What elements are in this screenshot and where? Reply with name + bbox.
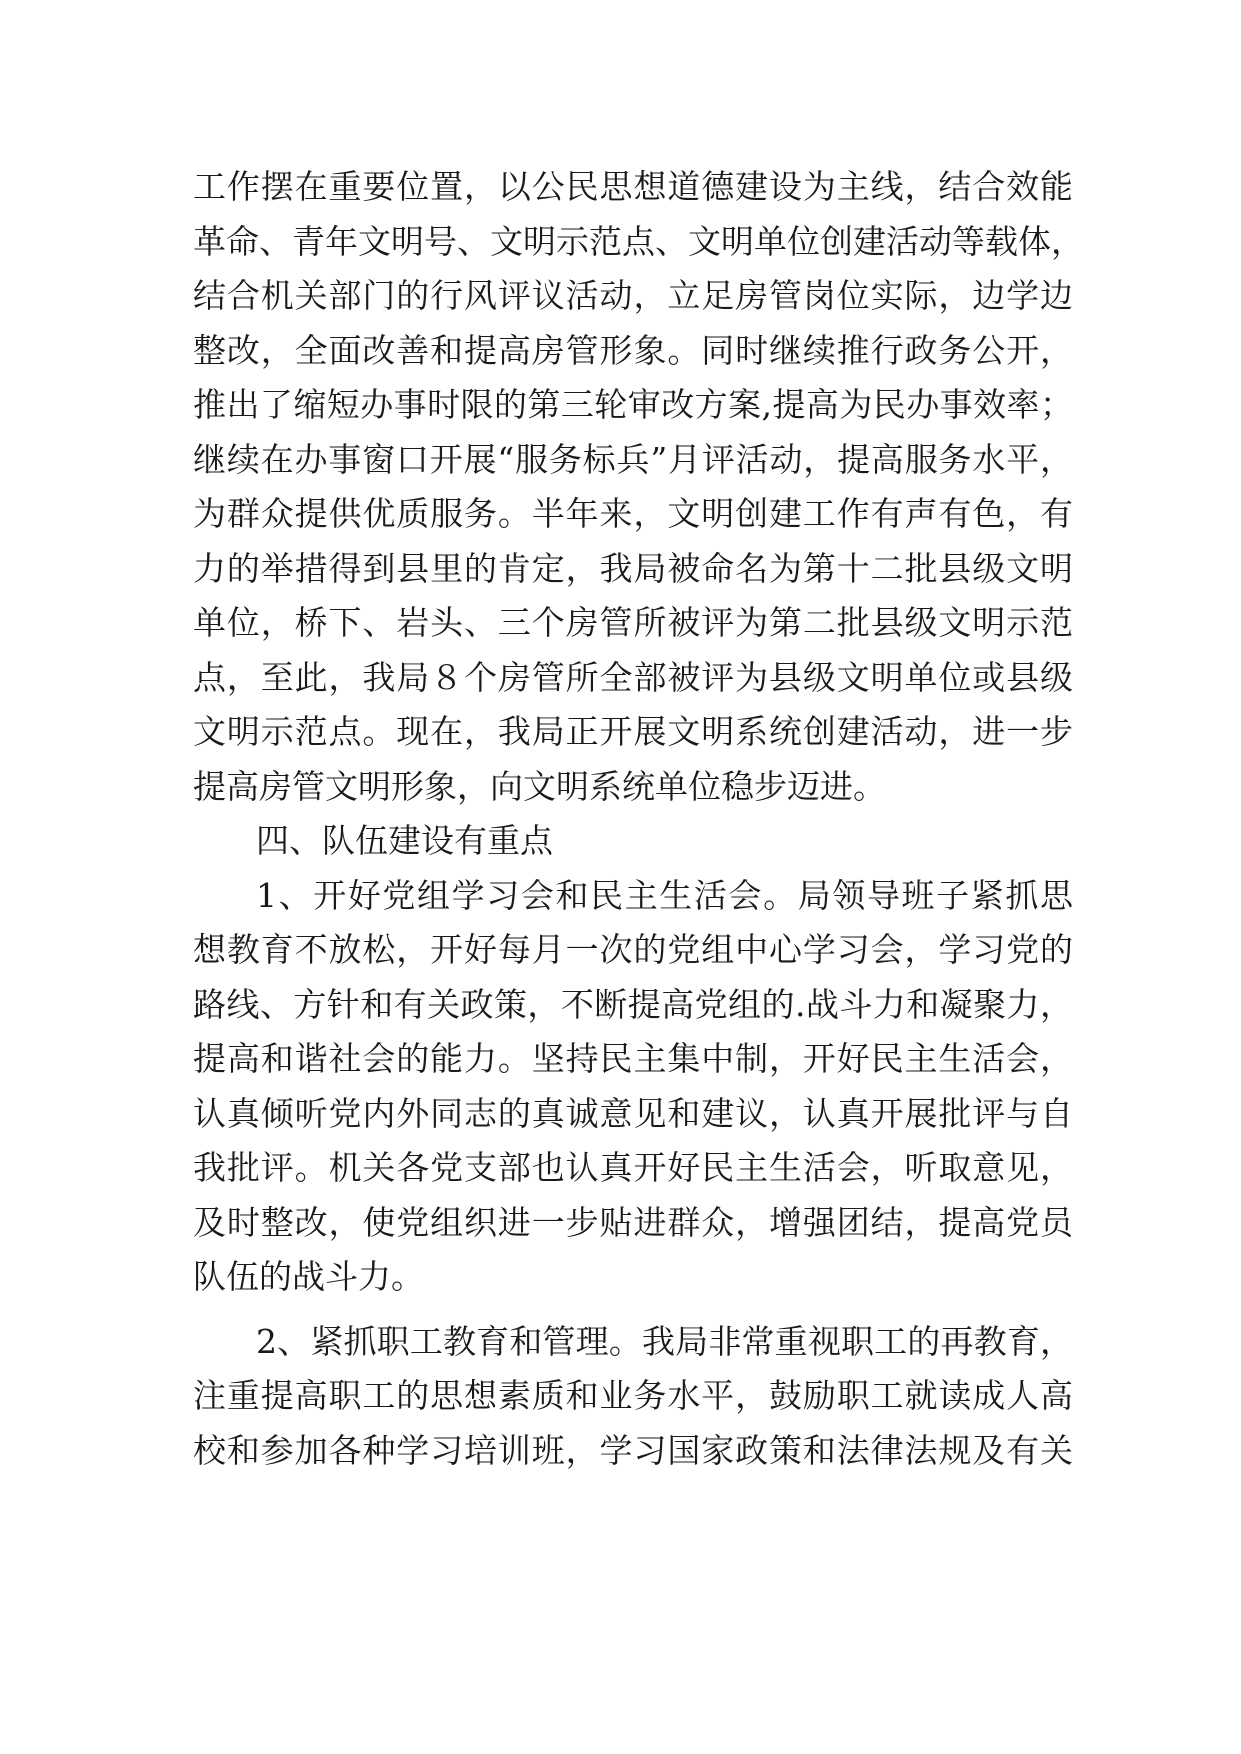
text-line: 提高房管文明形象，向文明系统单位稳步迈进。 [193,766,886,806]
text-line: 队伍的战斗力。 [193,1257,424,1296]
paragraph-gap [193,1305,1073,1315]
text-line: 单位，桥下、岩头、三个房管所被评为第二批县级文明示范 [193,603,1073,642]
text-line: 1、开好党组学习会和民主生活会。局领导班子紧抓思 [256,875,1073,915]
text-line: 认真倾听党内外同志的真诚意见和建议，认真开展批评与自 [193,1093,1073,1133]
text-line: 注重提高职工的思想素质和业务水平，鼓励职工就读成人高 [193,1376,1073,1415]
text-line: 工作摆在重要位置，以公民思想道德建设为主线，结合效能 [193,167,1073,206]
paragraph-party-meetings [193,869,1073,1305]
text-line: 文明示范点。现在，我局正开展文明系统创建活动，进一步 [193,712,1073,751]
text-line: 整改，全面改善和提高房管形象。同时继续推行政务公开， [193,330,1073,370]
text-line: 点，至此，我局８个房管所全部被评为县级文明单位或县级 [193,657,1073,697]
text-line: 我批评。机关各党支部也认真开好民主生活会，听取意见， [193,1148,1073,1187]
text-line: 路线、方针和有关政策，不断提高党组的.战斗力和凝聚力， [193,984,1073,1024]
text-line: 结合机关部门的行风评议活动，立足房管岗位实际，边学边 [193,276,1073,315]
text-line: 及时整改，使党组织进一步贴进群众，增强团结，提高党员 [193,1202,1073,1242]
text-line: 校和参加各种学习培训班，学习国家政策和法律法规及有关 [193,1430,1073,1470]
paragraph-civilization [193,160,1084,814]
text-line: 为群众提供优质服务。半年来，文明创建工作有声有色，有 [193,494,1073,533]
text-line: 2、紧抓职工教育和管理。我局非常重视职工的再教育， [256,1321,1073,1361]
document-body [193,160,1084,1478]
paragraph-staff-education [193,1315,1073,1479]
text-line: 想教育不放松，开好每月一次的党组中心学习会，学习党的 [193,930,1073,969]
text-line: 推出了缩短办事时限的第三轮审改方案,提高为民办事效率； [193,385,1073,424]
text-line: 革命、青年文明号、文明示范点、文明单位创建活动等载体， [193,221,1084,261]
text-line: 继续在办事窗口开展“服务标兵”月评活动，提高服务水平， [193,439,1073,479]
text-line: 力的举措得到县里的肯定，我局被命名为第十二批县级文明 [193,548,1073,588]
text-line: 提高和谐社会的能力。坚持民主集中制，开好民主生活会， [193,1039,1073,1078]
section-heading: 四、队伍建设有重点 [256,821,553,860]
